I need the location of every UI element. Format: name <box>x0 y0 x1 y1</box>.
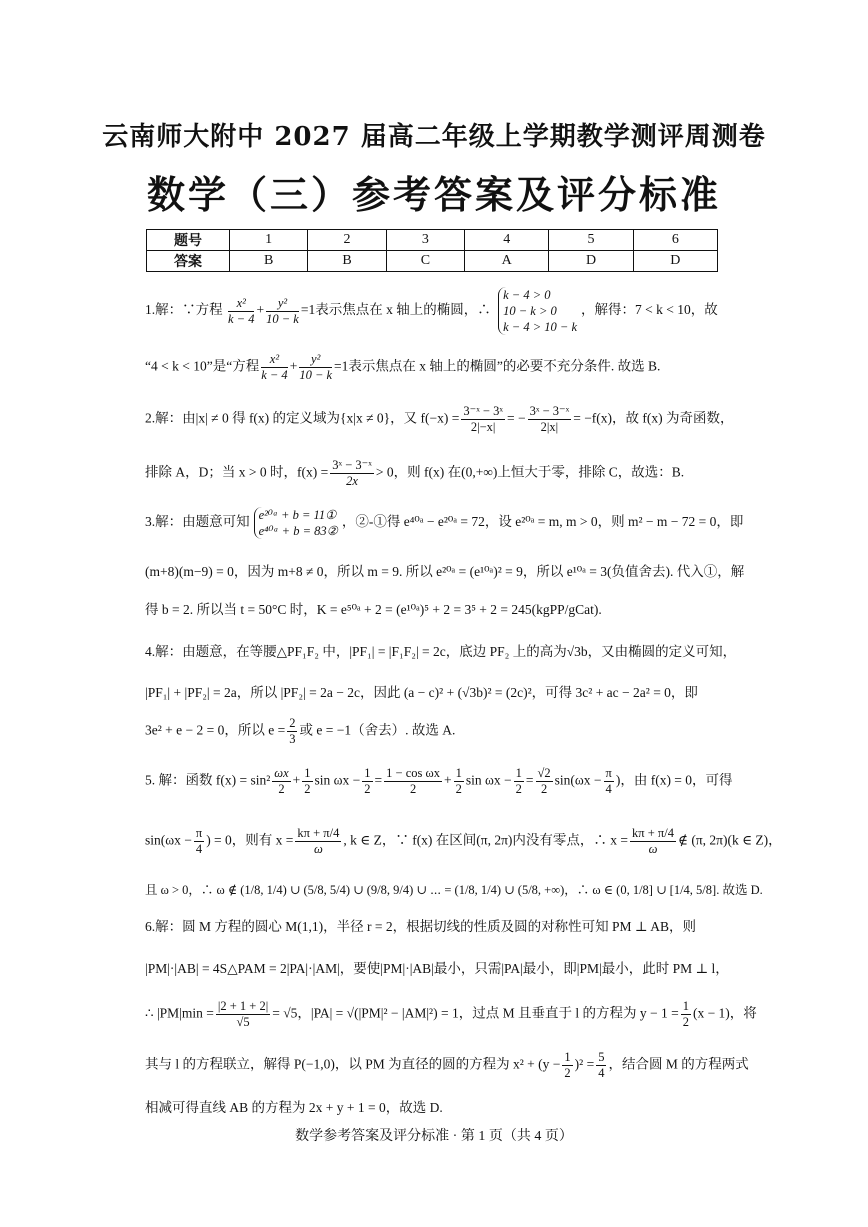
page-footer: 数学参考答案及评分标准 · 第 1 页（共 4 页） <box>295 1129 573 1144</box>
solution-1-line-1: 1.解：∵方程 $\frac{\text{x²}}{k - 4}$ + $\frac{\text{y²}}{10 - k}$ =1表示焦点在 x 轴上的椭圆，∴ k − 4 > 0 10 − k > 0 k − 4 > 10 − k ，解得：7 < k < 10，故 <box>145 288 718 334</box>
document-title: 云南师大附中 2027 届高二年级上学期教学测评周测卷 <box>102 122 766 152</box>
answer-cell: B <box>230 251 308 272</box>
answer-cell: A <box>465 251 549 272</box>
answer-cell: D <box>549 251 633 272</box>
question-number: 1 <box>230 230 308 251</box>
question-number: 3 <box>386 230 464 251</box>
solution-5-line-3: 且 ω > 0，∴ ω ∉ (1/8, 1/4) ∪ (5/8, 5/4) ∪ (9/8, 9/4) ∪ ⋯ = (1/8, 1/4) ∪ (5/8, +∞)，∴ ω ∈ (0, 1/8] ∪ [1/4, 5/8]. 故选 D. <box>145 883 763 897</box>
solution-4-line-3: 3e² + e − 2 = 0，所以 e = $\frac{2}{3}$ 或 e = −1（舍去）. 故选 A. <box>145 716 456 746</box>
solution-5-line-2: sin(ωx − $\frac{\pi}{4}$ ) = 0，则有 x = $\frac{k\pi + \pi/4}{\omega}$ , k ∈ Z，∵ f(x) 在区间(π, 2π)内没有零点，∴ x = $\frac{k\pi + \pi/4}{\omega}$ ∉ (π, 2π)(k ∈ Z)， <box>145 826 782 856</box>
solution-2-line-2: 排除 A，D；当 x > 0 时，f(x) = $\frac{\text{3ˣ − 3⁻ˣ}}{2x}$ > 0，则 f(x) 在(0,+∞)上恒大于零，排除 C，故选：B. <box>145 458 685 488</box>
solution-6-line-3: ∴ |PM|min = $\frac{|2 + 1 + 2|}{√5}$ = √5，|PA| = √(|PM|² − |AM|²) = 1，过点 M 且垂直于 l 的方程为 y − 1 = $\frac{1}{2}$ (x − 1)，将 <box>145 999 757 1029</box>
solution-3-line-1: 3.解：由题意可知 e²⁰ᵃ + b = 11① e⁴⁰ᵃ + b = 83② ，②-①得 e⁴⁰ᵃ − e²⁰ᵃ = 72，设 e²⁰ᵃ = m, m > 0，则 m² − m − 72 = 0，即 <box>145 508 744 538</box>
solution-6-line-1: 6.解：圆 M 方程的圆心 M(1,1)，半径 r = 2，根据切线的性质及圆的对称性可知 PM ⊥ AB，则 <box>145 919 696 934</box>
equation-system: e²⁰ᵃ + b = 11① e⁴⁰ᵃ + b = 83② <box>254 507 338 539</box>
solution-3-line-3: 得 b = 2. 所以当 t = 50°C 时，K = e⁵⁰ᵃ + 2 = (e¹⁰ᵃ)⁵ + 2 = 3⁵ + 2 = 245(kgPP/gCat). <box>145 602 602 617</box>
answer-cell: B <box>308 251 386 272</box>
answer-row-label: 答案 <box>147 251 230 272</box>
solution-6-line-2: |PM|·|AB| = 4S△PAM = 2|PA|·|AM|，要使|PM|·|AB|最小，只需|PA|最小，即|PM|最小，此时 PM ⊥ l， <box>145 961 729 976</box>
document-subtitle: 数学（三）参考答案及评分标准 <box>146 172 721 217</box>
solution-6-line-5: 相减可得直线 AB 的方程为 2x + y + 1 = 0，故选 D. <box>145 1100 443 1115</box>
inequality-system: k − 4 > 0 10 − k > 0 k − 4 > 10 − k <box>498 287 577 335</box>
solution-5-line-1: 5. 解：函数 f(x) = sin² $\frac{\omega x}{2}$ + $\frac{1}{2}$ sin ωx − $\frac{1}{2}$ = $\frac{\text{1 − cos ωx}}{2}$ + $\frac{1}{2}$ sin ωx − $\frac{1}{2}$ = $\frac{√2}{2}$ sin(ωx − $\frac{\pi}{4}$ )，由 f(x) = 0，可得 <box>145 766 733 796</box>
solution-4-line-1: 4.解：由题意，在等腰△PF₁F₂ 中，|PF₁| = |F₁F₂| = 2c，底边 PF₂ 上的高为√3b，又由椭圆的定义可知， <box>145 644 737 659</box>
question-number: 2 <box>308 230 386 251</box>
solution-1-line-2: “4 < k < 10”是“方程 $\frac{\text{x²}}{k - 4}$ + $\frac{\text{y²}}{10 - k}$ =1表示焦点在 x 轴上的椭圆”的必要不充分条件. 故选 B. <box>145 352 661 382</box>
answer-cell: D <box>633 251 717 272</box>
answer-cell: C <box>386 251 464 272</box>
answer-table <box>146 229 718 272</box>
solution-3-line-2: (m+8)(m−9) = 0，因为 m+8 ≠ 0，所以 m = 9. 所以 e²⁰ᵃ = (e¹⁰ᵃ)² = 9，所以 e¹⁰ᵃ = 3(负值舍去). 代入①，解 <box>145 564 745 579</box>
solution-6-line-4: 其与 l 的方程联立，解得 P(−1,0)，以 PM 为直径的圆的方程为 x² + (y − $\frac{1}{2}$ )² = $\frac{5}{4}$ ，结合圆 M 的方程两式 <box>145 1050 749 1080</box>
answer-table-question-row <box>147 230 718 251</box>
question-number: 6 <box>633 230 717 251</box>
answer-table-answer-row <box>147 251 718 272</box>
question-number: 5 <box>549 230 633 251</box>
solution-4-line-2: |PF₁| + |PF₂| = 2a，所以 |PF₂| = 2a − 2c，因此 (a − c)² + (√3b)² = (2c)²，可得 3c² + ac − 2a² = 0，即 <box>145 685 698 700</box>
solution-2-line-1: 2.解：由|x| ≠ 0 得 f(x) 的定义域为{x|x ≠ 0}，又 f(−x) = $\frac{\text{3⁻ˣ − 3ˣ}}{2|-x|}$ = − $\frac{\text{3ˣ − 3⁻ˣ}}{2|x|}$ = −f(x)，故 f(x) 为奇函数， <box>145 404 734 434</box>
question-row-label: 题号 <box>147 230 230 251</box>
question-number: 4 <box>465 230 549 251</box>
